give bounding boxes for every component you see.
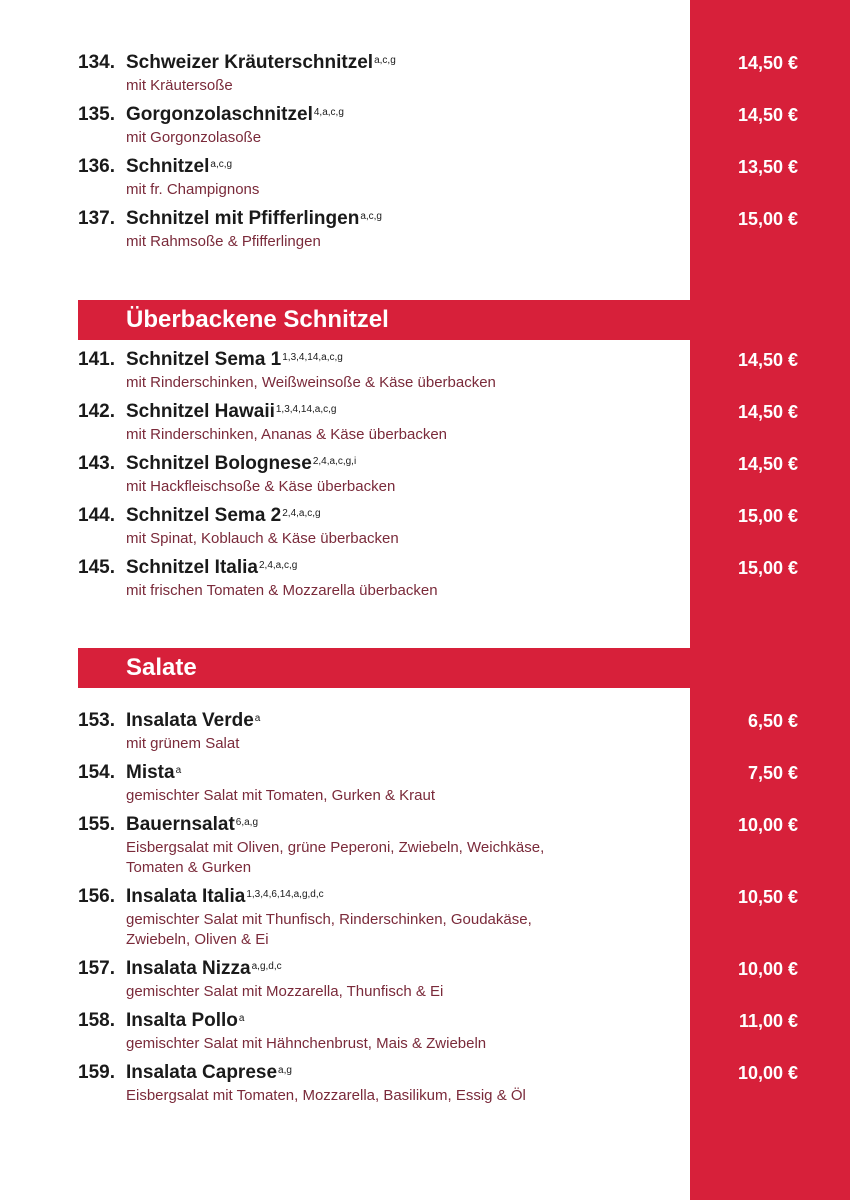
item-name-text: Mista bbox=[126, 762, 175, 783]
item-price: 7,50 € bbox=[747, 763, 798, 783]
item-number: 157. bbox=[78, 958, 115, 979]
item-name-text: Schweizer Kräuterschnitzel bbox=[126, 52, 374, 73]
item-name-text: Bauernsalat bbox=[126, 814, 235, 835]
allergen-codes: 4,a,c,g bbox=[313, 107, 344, 118]
item-description: mit Gorgonzolasoße bbox=[126, 129, 262, 146]
menu-item bbox=[78, 708, 798, 754]
menu-item bbox=[78, 50, 798, 96]
item-name-text: Schnitzel bbox=[126, 156, 210, 177]
item-description: Eisbergsalat mit Tomaten, Mozzarella, Basilikum, Essig & Öl bbox=[126, 1087, 526, 1104]
allergen-codes: 2,4,a,c,g bbox=[258, 560, 298, 571]
item-name-text: Insalata Italia bbox=[126, 886, 246, 907]
item-description: mit Kräutersoße bbox=[126, 77, 233, 94]
item-price: 14,50 € bbox=[737, 454, 798, 474]
item-name-text: Insalata Caprese bbox=[126, 1062, 278, 1083]
item-price: 11,00 € bbox=[738, 1011, 798, 1031]
item-description: mit frischen Tomaten & Mozzarella überbacken bbox=[126, 582, 438, 599]
menu-item bbox=[78, 102, 798, 148]
allergen-codes: a bbox=[254, 713, 261, 724]
menu-item bbox=[78, 956, 798, 1002]
item-name bbox=[126, 102, 344, 128]
item-price: 14,50 € bbox=[737, 105, 798, 125]
item-name bbox=[126, 956, 282, 982]
menu-item bbox=[78, 154, 798, 200]
menu-item bbox=[78, 555, 798, 601]
item-name-text: Schnitzel Italia bbox=[126, 557, 258, 578]
item-price: 15,00 € bbox=[737, 558, 798, 578]
item-number: 158. bbox=[78, 1010, 115, 1031]
item-name bbox=[126, 154, 232, 180]
item-price: 13,50 € bbox=[737, 157, 798, 177]
item-description: gemischter Salat mit Thunfisch, Rinderschinken, Goudakäse, Zwiebeln, Oliven & Ei bbox=[126, 911, 532, 948]
item-name bbox=[126, 206, 382, 232]
item-description: mit Spinat, Koblauch & Käse überbacken bbox=[126, 530, 399, 547]
item-description: mit Rahmsoße & Pfifferlingen bbox=[126, 233, 321, 250]
item-number: 155. bbox=[78, 814, 115, 835]
item-price: 10,00 € bbox=[737, 815, 798, 835]
allergen-codes: 1,3,4,14,a,c,g bbox=[275, 404, 337, 415]
item-number: 153. bbox=[78, 710, 115, 731]
item-description: mit grünem Salat bbox=[126, 735, 240, 752]
allergen-codes: a,c,g bbox=[210, 159, 233, 170]
item-price: 14,50 € bbox=[737, 53, 798, 73]
item-price: 10,00 € bbox=[737, 1063, 798, 1083]
item-name-text: Schnitzel Sema 2 bbox=[126, 505, 282, 526]
item-name-text: Insalata Nizza bbox=[126, 958, 251, 979]
item-name-text: Schnitzel Bolognese bbox=[126, 453, 312, 474]
allergen-codes: 2,4,a,c,g,i bbox=[312, 456, 357, 467]
allergen-codes: 1,3,4,6,14,a,g,d,c bbox=[246, 889, 324, 900]
item-name bbox=[126, 451, 356, 477]
allergen-codes: a,c,g bbox=[360, 211, 382, 222]
item-name-text: Insalata Verde bbox=[126, 710, 254, 731]
menu-item bbox=[78, 451, 798, 497]
item-name bbox=[126, 760, 181, 786]
item-number: 154. bbox=[78, 762, 115, 783]
item-price: 14,50 € bbox=[737, 350, 798, 370]
allergen-codes: a,c,g bbox=[374, 55, 396, 66]
item-name bbox=[126, 503, 321, 529]
menu-item bbox=[78, 206, 798, 252]
menu-item bbox=[78, 1060, 798, 1106]
item-description: mit Rinderschinken, Ananas & Käse überbacken bbox=[126, 426, 448, 443]
item-number: 159. bbox=[78, 1062, 115, 1083]
item-name bbox=[126, 884, 324, 910]
allergen-codes: 2,4,a,c,g bbox=[282, 508, 321, 519]
menu-item bbox=[78, 812, 798, 878]
item-price: 10,00 € bbox=[737, 959, 798, 979]
item-name bbox=[126, 1008, 244, 1034]
menu-item bbox=[78, 884, 798, 950]
item-description: mit Hackfleischsoße & Käse überbacken bbox=[126, 478, 396, 495]
item-number: 137. bbox=[78, 208, 115, 229]
item-name-text: Schnitzel mit Pfifferlingen bbox=[126, 208, 360, 229]
item-name-text: Schnitzel Sema 1 bbox=[126, 349, 282, 370]
item-description: Eisbergsalat mit Oliven, grüne Peperoni, Zwiebeln, Weichkäse, Tomaten & Gurken bbox=[126, 839, 545, 876]
item-name-text: Schnitzel Hawaii bbox=[126, 401, 275, 422]
item-name bbox=[126, 347, 343, 373]
allergen-codes: 1,3,4,14,a,c,g bbox=[282, 352, 343, 363]
menu-item bbox=[78, 347, 798, 393]
item-description: mit fr. Champignons bbox=[126, 181, 260, 198]
item-number: 134. bbox=[78, 52, 115, 73]
menu-item bbox=[78, 760, 798, 806]
allergen-codes: a bbox=[175, 765, 182, 776]
item-price: 14,50 € bbox=[737, 402, 798, 422]
allergen-codes: a,g bbox=[278, 1065, 292, 1076]
item-name bbox=[126, 50, 396, 76]
item-description: gemischter Salat mit Tomaten, Gurken & Kraut bbox=[126, 787, 436, 804]
item-name bbox=[126, 399, 336, 425]
item-number: 141. bbox=[78, 349, 115, 370]
item-number: 143. bbox=[78, 453, 115, 474]
item-name-text: Gorgonzolaschnitzel bbox=[126, 104, 313, 125]
menu-item bbox=[78, 503, 798, 549]
section-header-salate: Salate bbox=[78, 648, 690, 688]
allergen-codes: a,g,d,c bbox=[251, 961, 282, 972]
item-number: 142. bbox=[78, 401, 115, 422]
item-name bbox=[126, 708, 260, 734]
allergen-codes: 6,a,g bbox=[235, 817, 259, 828]
item-description: gemischter Salat mit Mozzarella, Thunfisch & Ei bbox=[126, 983, 444, 1000]
item-price: 6,50 € bbox=[747, 711, 798, 731]
item-name bbox=[126, 812, 258, 838]
item-name bbox=[126, 1060, 292, 1086]
item-number: 145. bbox=[78, 557, 115, 578]
item-number: 136. bbox=[78, 156, 115, 177]
allergen-codes: a bbox=[238, 1013, 245, 1024]
item-number: 144. bbox=[78, 505, 115, 526]
item-number: 156. bbox=[78, 886, 115, 907]
item-price: 10,50 € bbox=[737, 887, 798, 907]
section-header-ueberbackene-schnitzel: Überbackene Schnitzel bbox=[78, 300, 690, 340]
item-price: 15,00 € bbox=[737, 506, 798, 526]
item-name-text: Insalta Pollo bbox=[126, 1010, 238, 1031]
item-name bbox=[126, 555, 297, 581]
item-price: 15,00 € bbox=[737, 209, 798, 229]
item-number: 135. bbox=[78, 104, 115, 125]
menu-item bbox=[78, 1008, 798, 1054]
item-description: mit Rinderschinken, Weißweinsoße & Käse überbacken bbox=[126, 374, 496, 391]
menu-item bbox=[78, 399, 798, 445]
item-description: gemischter Salat mit Hähnchenbrust, Mais & Zwiebeln bbox=[126, 1035, 487, 1052]
